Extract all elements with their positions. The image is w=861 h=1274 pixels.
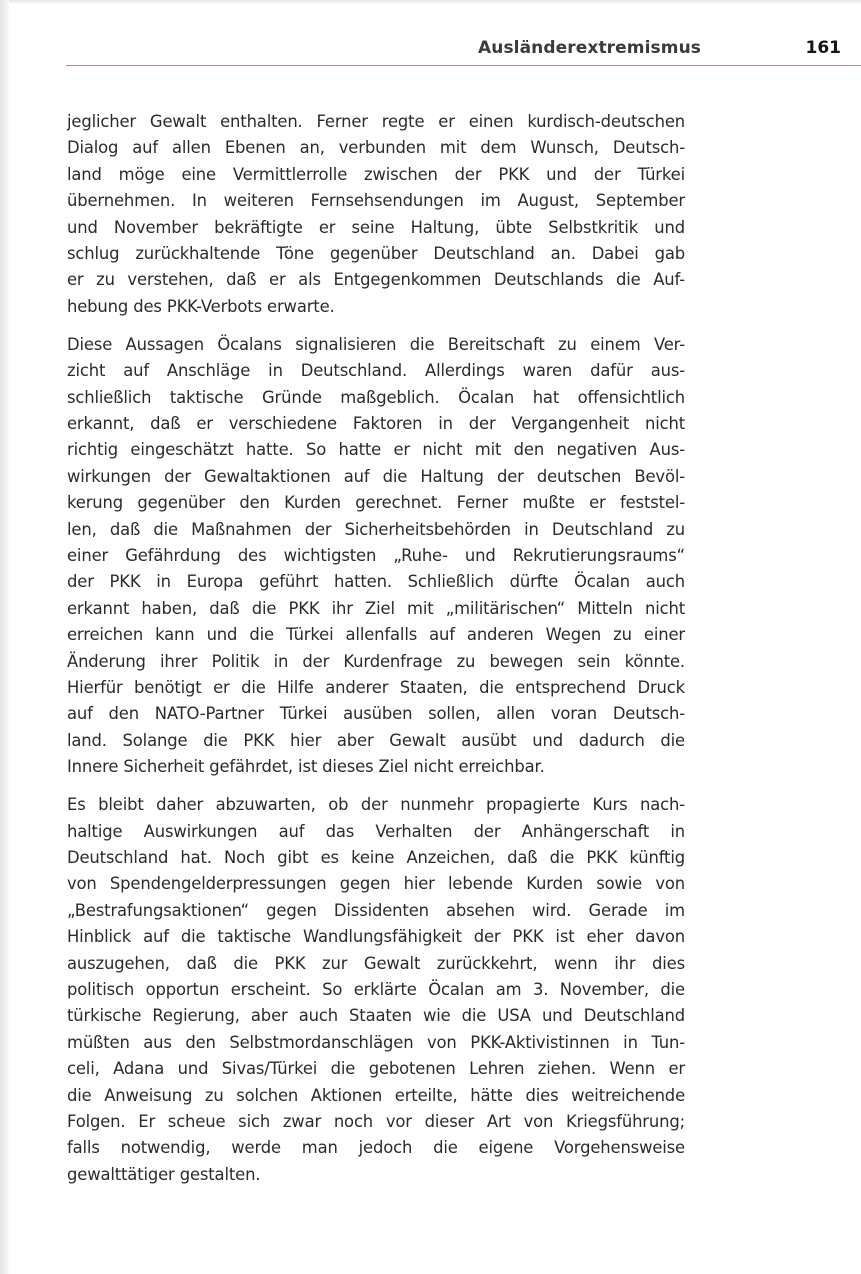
text-line: zicht auf Anschläge in Deutschland. Allerdings waren dafür aus-: [67, 361, 685, 381]
text-line: auf den NATO-Partner Türkei ausüben sollen, allen voran Deutsch-: [67, 704, 685, 724]
text-line: der PKK in Europa geführt hatten. Schließlich dürfte Öcalan auch: [67, 572, 685, 592]
text-line: erkannt haben, daß die PKK ihr Ziel mit „militärischen“ Mitteln nicht: [67, 598, 685, 618]
text-line: schließlich taktische Gründe maßgeblich. Öcalan hat offensichtlich: [67, 387, 685, 407]
text-line: jeglicher Gewalt enthalten. Ferner regte er einen kurdisch-deutschen: [67, 112, 685, 131]
paragraph-1: [67, 109, 685, 320]
page-number: 161: [805, 38, 841, 58]
page-left-edge-shadow: [0, 0, 9, 1274]
text-line: politisch opportun erscheint. So erklärte Öcalan am 3. November, die: [67, 980, 685, 999]
text-line: türkische Regierung, aber auch Staaten wie die USA und Deutschland: [67, 1006, 685, 1026]
text-line: erreichen kann und die Türkei allenfalls auf anderen Wegen zu einer: [67, 625, 685, 645]
text-line: Änderung ihrer Politik in der Kurdenfrage zu bewegen sein könnte.: [67, 651, 685, 671]
text-line: land möge eine Vermittlerrolle zwischen der PKK und der Türkei: [67, 164, 685, 184]
text-line: die Anweisung zu solchen Aktionen erteilte, hätte dies weitreichende: [67, 1085, 685, 1105]
text-line: einer Gefährdung des wichtigsten „Ruhe- und Rekrutierungsraums“: [67, 546, 685, 565]
text-line: celi, Adana und Sivas/Türkei die gebotenen Lehren ziehen. Wenn er: [67, 1059, 685, 1079]
text-line: übernehmen. In weiteren Fernsehsendungen im August, September: [67, 191, 685, 211]
text-line: wirkungen der Gewaltaktionen auf die Haltung der deutschen Bevöl-: [67, 466, 685, 486]
text-line: erkannt, daß er verschiedene Faktoren in der Vergangenheit nicht: [67, 413, 685, 433]
text-line: Es bleibt daher abzuwarten, ob der nunmehr propagierte Kurs nach-: [67, 795, 685, 815]
text-line: gewalttätiger gestalten.: [67, 1164, 261, 1184]
header-rule-divider: [66, 65, 861, 66]
text-line: Diese Aussagen Öcalans signalisieren die Bereitschaft zu einem Ver-: [67, 334, 685, 354]
text-line: „Bestrafungsaktionen“ gegen Dissidenten absehen wird. Gerade im: [67, 900, 685, 920]
text-line: schlug zurückhaltende Töne gegenüber Deutschland an. Dabei gab: [67, 244, 685, 264]
body-text: [67, 109, 685, 1200]
paragraph-2: [67, 332, 685, 781]
text-line: Deutschland hat. Noch gibt es keine Anzeichen, daß die PKK künftig: [67, 847, 685, 867]
text-line: Innere Sicherheit gefährdet, ist dieses Ziel nicht erreichbar.: [67, 757, 545, 777]
text-line: falls notwendig, werde man jedoch die eigene Vorgehensweise: [67, 1138, 685, 1158]
text-line: len, daß die Maßnahmen der Sicherheitsbehörden in Deutschland zu: [67, 519, 685, 539]
text-line: richtig eingeschätzt hatte. So hatte er nicht mit den negativen Aus-: [67, 440, 685, 460]
text-line: auszugehen, daß die PKK zur Gewalt zurückkehrt, wenn ihr dies: [67, 953, 685, 973]
text-line: land. Solange die PKK hier aber Gewalt ausübt und dadurch die: [67, 730, 685, 750]
text-line: Folgen. Er scheue sich zwar noch vor dieser Art von Kriegsführung;: [67, 1112, 685, 1132]
text-line: hebung des PKK-Verbots erwarte.: [67, 296, 335, 316]
text-line: von Spendengelderpressungen gegen hier lebende Kurden sowie von: [67, 874, 685, 894]
text-line: und November bekräftigte er seine Haltung, übte Selbstkritik und: [67, 217, 685, 237]
text-line: kerung gegenüber den Kurden gerechnet. Ferner mußte er feststel-: [67, 493, 685, 513]
paragraph-3: [67, 792, 685, 1188]
text-line: Hinblick auf die taktische Wandlungsfähigkeit der PKK ist eher davon: [67, 927, 685, 947]
running-head: [66, 38, 841, 62]
text-line: müßten aus den Selbstmordanschlägen von PKK-Aktivistinnen in Tun-: [67, 1032, 685, 1052]
text-line: haltige Auswirkungen auf das Verhalten der Anhängerschaft in: [67, 821, 685, 841]
text-line: Dialog auf allen Ebenen an, verbunden mit dem Wunsch, Deutsch-: [67, 138, 685, 158]
text-line: Hierfür benötigt er die Hilfe anderer Staaten, die entsprechend Druck: [67, 678, 685, 698]
page-top-edge-shadow: [0, 0, 861, 4]
text-line: er zu verstehen, daß er als Entgegenkommen Deutschlands die Auf-: [67, 270, 685, 290]
section-title: Ausländerextremismus: [478, 38, 701, 58]
